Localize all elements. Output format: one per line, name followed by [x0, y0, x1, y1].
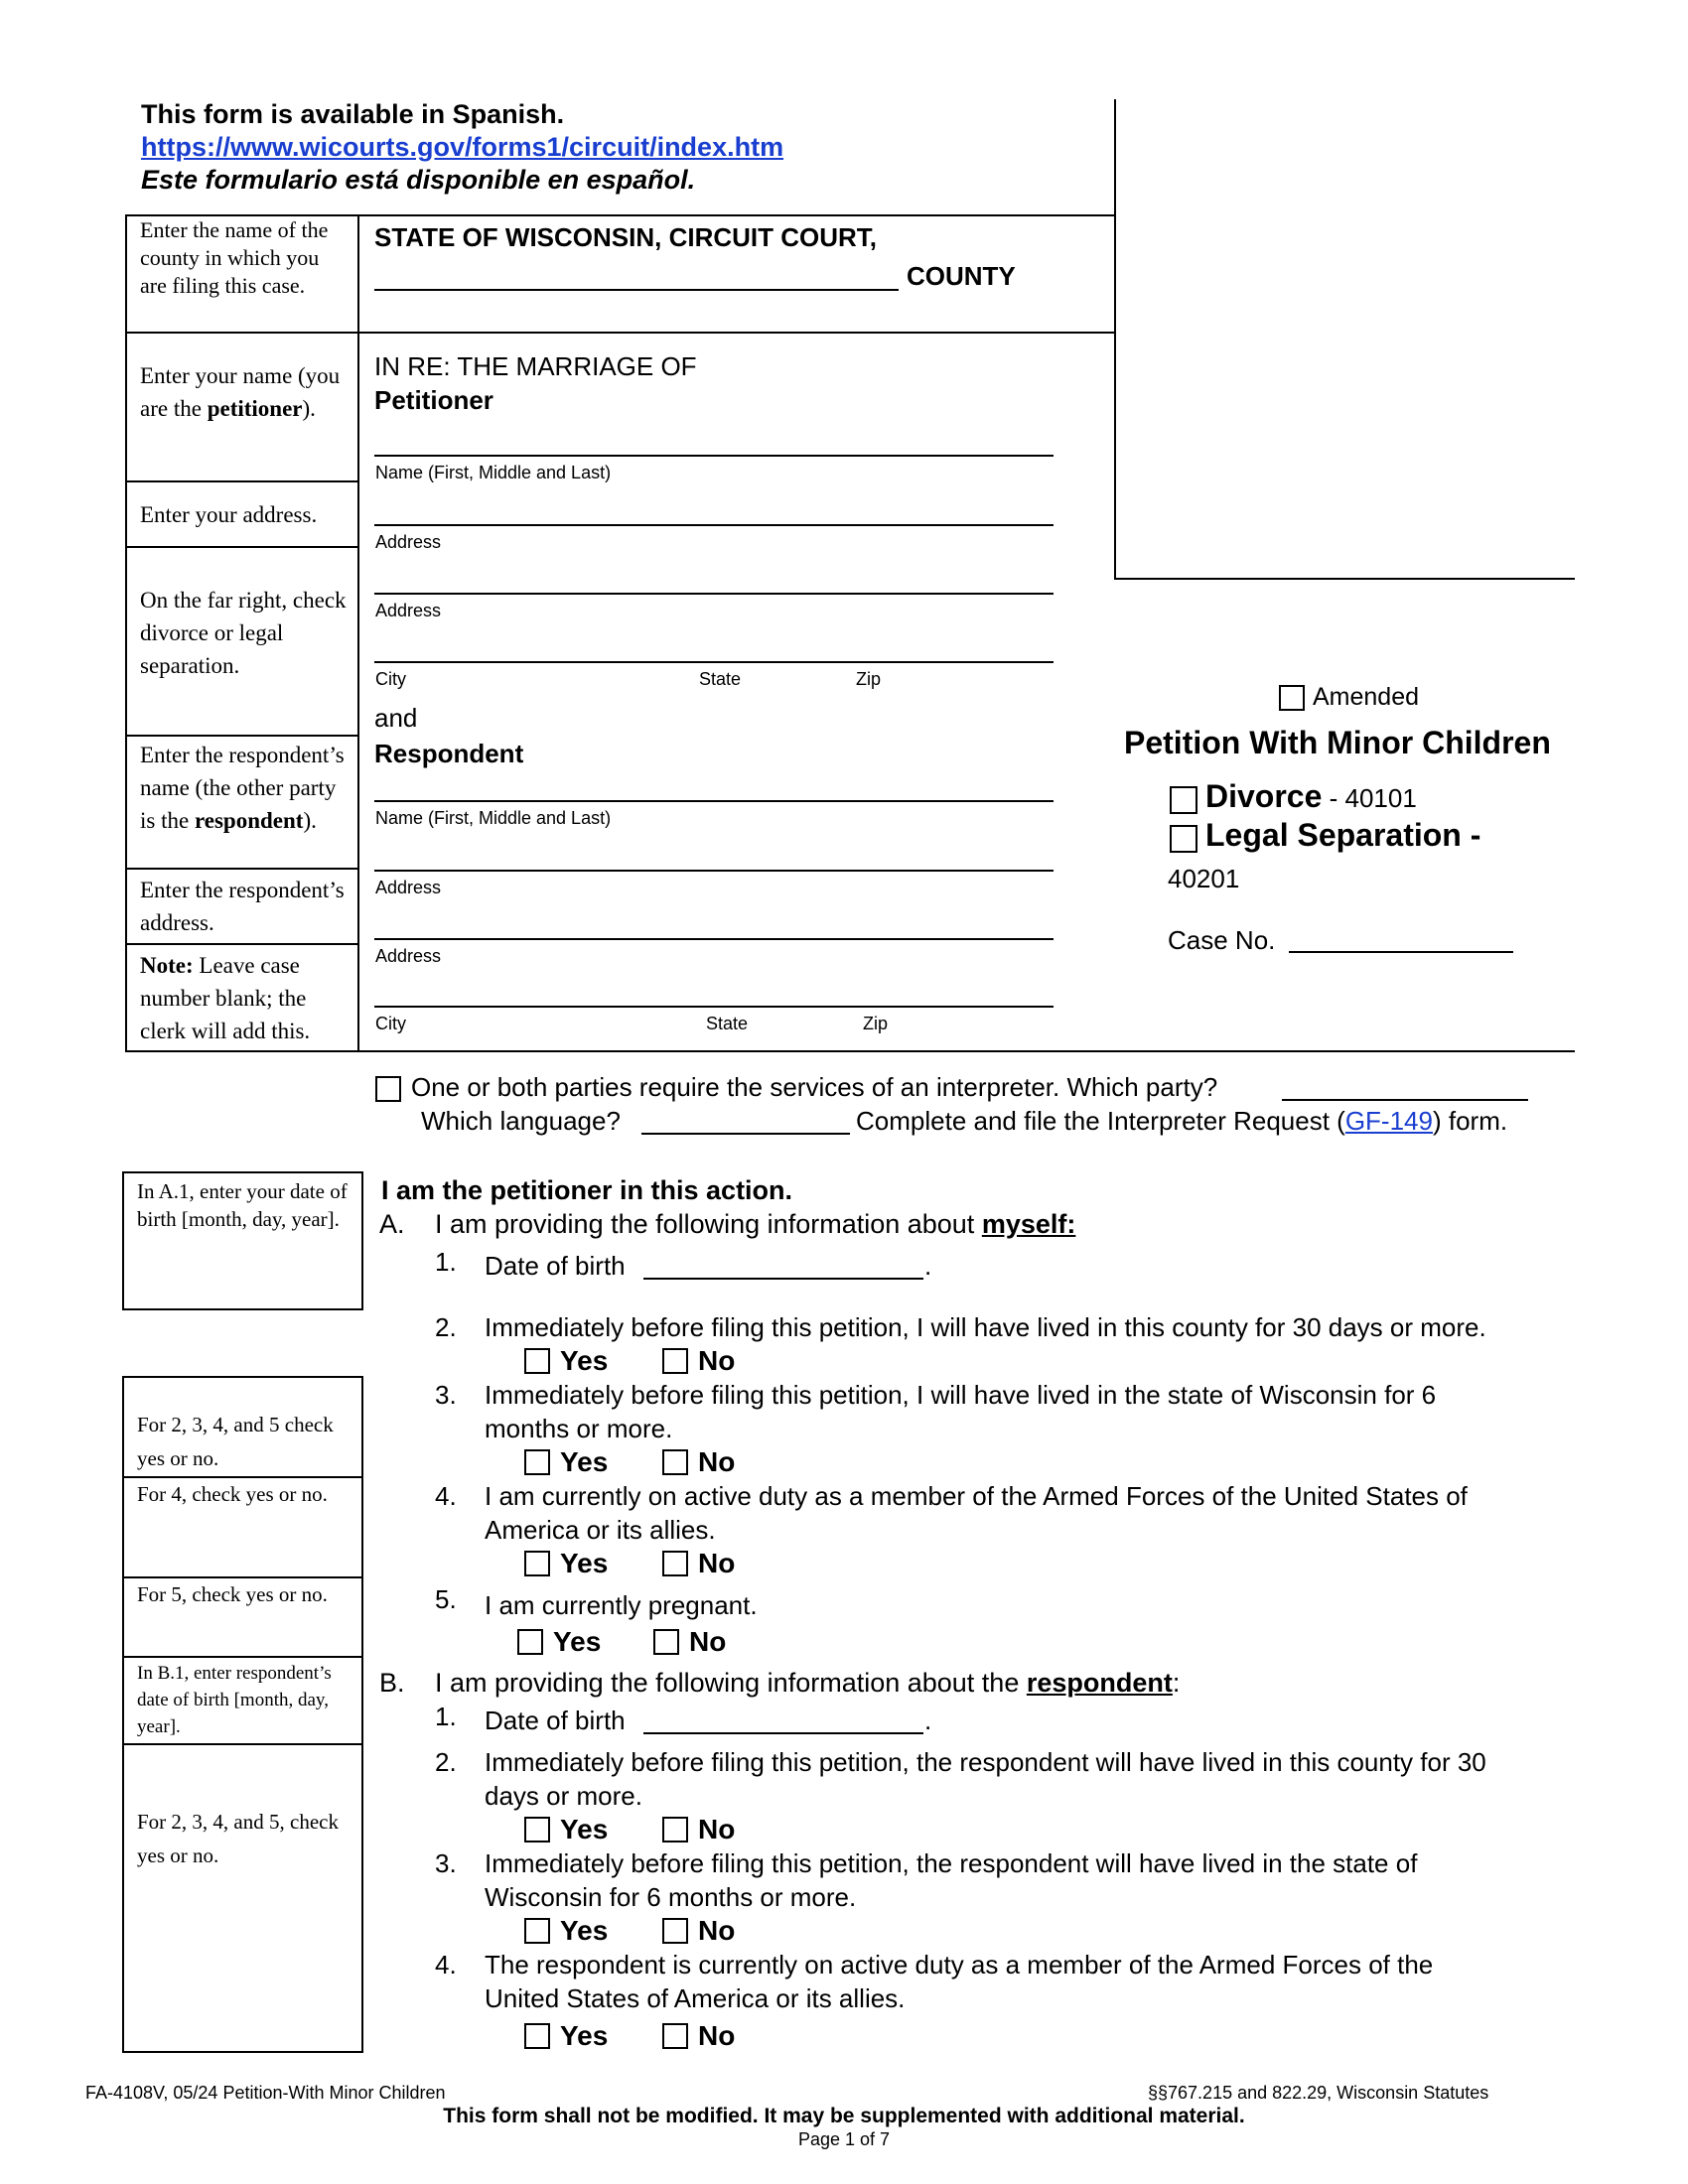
respondent-address-field-2[interactable] [374, 938, 1054, 940]
item-number: 1. [435, 1247, 457, 1277]
case-number-field[interactable] [1289, 951, 1513, 953]
spanish-availability-note-es: Este formulario está disponible en español. [141, 165, 696, 195]
petitioner-address-label-2: Address [375, 601, 442, 620]
item-number: 2. [435, 1747, 457, 1777]
a2-yes-label: Yes [560, 1345, 609, 1376]
a2-no-checkbox[interactable] [662, 1348, 688, 1374]
b4-no-label: No [698, 2020, 736, 2051]
section-a-letter: A. [379, 1209, 405, 1239]
section-heading: I am the petitioner in this action. [381, 1175, 793, 1205]
a4-yes-label: Yes [560, 1548, 609, 1578]
a3-yes-label: Yes [560, 1446, 609, 1477]
hint-your-address: Enter your address. [140, 502, 318, 527]
a2-county-residency-text: Immediately before filing this petition, I will have lived in this county for 30 days or more. [485, 1312, 1486, 1342]
b2-yes-checkbox[interactable] [524, 1817, 550, 1843]
hint-b-yes-no: For 2, 3, 4, and 5, check yes or no. [137, 1810, 339, 1867]
section-b-text: I am providing the following information about the respondent: [435, 1668, 1181, 1698]
hint-divider [125, 735, 359, 737]
b3-yes-label: Yes [560, 1915, 609, 1946]
hint-b1-dob: In B.1, enter respondent’s date of birth [month, day, year]. [137, 1663, 332, 1737]
hint-respondent-name: Enter the respondent’s name (the other party is the respondent). [140, 743, 345, 833]
caption-bottom-border [125, 1050, 1575, 1052]
case-stamp-area-bottom [1114, 578, 1575, 580]
amended-checkbox[interactable] [1279, 685, 1305, 711]
hint-your-name: Enter your name (you are the petitioner). [140, 363, 341, 421]
a3-state-residency-text: Immediately before filing this petition, I will have lived in the state of Wisconsin for 6 [485, 1380, 1437, 1410]
legal-separation-checkbox[interactable] [1170, 825, 1197, 853]
a5-no-label: No [689, 1626, 727, 1657]
b4-military-text: The respondent is currently on active duty as a member of the Armed Forces of the [485, 1950, 1434, 1979]
b2-yes-label: Yes [560, 1814, 609, 1844]
footer-notice: This form shall not be modified. It may be supplemented with additional material. [443, 2105, 1245, 2127]
a1-dob-field[interactable] [643, 1278, 923, 1280]
hint-a4-yes-no: For 4, check yes or no. [137, 1482, 328, 1506]
respondent-city-label: City [375, 1014, 406, 1033]
b4-military-text-cont: United States of America or its allies. [485, 1983, 906, 2013]
respondent-zip-label: Zip [863, 1014, 889, 1033]
gf-149-link[interactable]: GF-149 [1344, 1106, 1433, 1136]
item-number: 4. [435, 1950, 457, 1979]
hint-divider [125, 868, 359, 870]
respondent-state-label: State [706, 1014, 749, 1033]
interpreter-request-text: Complete and file the Interpreter Request (GF-149) form. [856, 1106, 1508, 1136]
b1-dob-field[interactable] [643, 1732, 923, 1734]
b4-yes-checkbox[interactable] [524, 2023, 550, 2049]
a2-no-label: No [698, 1345, 736, 1376]
a5-pregnant-text: I am currently pregnant. [485, 1590, 758, 1620]
petitioner-name-field[interactable] [374, 455, 1054, 457]
a5-no-checkbox[interactable] [653, 1629, 679, 1655]
b2-county-residency-text-cont: days or more. [485, 1781, 642, 1811]
court-title: STATE OF WISCONSIN, CIRCUIT COURT, [374, 222, 878, 252]
section-a-text: I am providing the following information about myself: [435, 1209, 1076, 1239]
legal-separation-code: 40201 [1168, 864, 1240, 893]
respondent-label: Respondent [374, 739, 524, 768]
petitioner-address-label-1: Address [375, 532, 442, 552]
b3-yes-checkbox[interactable] [524, 1918, 550, 1944]
respondent-name-field[interactable] [374, 800, 1054, 802]
respondent-address-label-2: Address [375, 946, 442, 966]
and-label: and [374, 703, 418, 733]
b4-no-checkbox[interactable] [662, 2023, 688, 2049]
hint-case-number-note: Note: Leave case number blank; the clerk will add this. [140, 953, 311, 1043]
amended-label: Amended [1313, 683, 1420, 711]
divorce-option-label: Divorce - 40101 [1205, 778, 1417, 814]
b4-yes-label: Yes [560, 2020, 609, 2051]
case-number-label: Case No. [1168, 925, 1276, 955]
hint-county: Enter the name of the county in which you are filing this case. [140, 217, 329, 298]
petitioner-zip-label: Zip [856, 669, 882, 689]
item-number: 3. [435, 1848, 457, 1878]
interpreter-language-label: Which language? [421, 1106, 621, 1136]
interpreter-question: One or both parties require the services of an interpreter. Which party? [411, 1072, 1218, 1102]
petitioner-city-state-zip-field[interactable] [374, 661, 1054, 663]
footer-page-number: Page 1 of 7 [797, 2129, 891, 2149]
a4-no-label: No [698, 1548, 736, 1578]
b3-state-residency-text: Immediately before filing this petition, the respondent will have lived in the state of [485, 1848, 1418, 1878]
hint-column-left-border [125, 214, 127, 1052]
item-number: 4. [435, 1481, 457, 1511]
court-block-right-border [1114, 99, 1116, 580]
a5-yes-checkbox[interactable] [517, 1629, 543, 1655]
section-b-letter: B. [379, 1668, 405, 1698]
petitioner-name-label: Name (First, Middle and Last) [375, 463, 612, 482]
interpreter-language-field[interactable] [641, 1133, 850, 1135]
a4-military-text-cont: America or its allies. [485, 1515, 716, 1545]
a5-yes-label: Yes [553, 1626, 602, 1657]
hint-divider [125, 546, 359, 548]
county-name-field[interactable] [374, 289, 899, 291]
form-title: Petition With Minor Children [1124, 725, 1551, 760]
petitioner-label: Petitioner [374, 385, 493, 415]
a3-no-checkbox[interactable] [662, 1449, 688, 1475]
hint-divider [122, 1743, 363, 1745]
item-number: 1. [435, 1702, 457, 1731]
a3-state-residency-text-cont: months or more. [485, 1414, 673, 1443]
a1-period: . [924, 1251, 932, 1281]
petitioner-state-label: State [699, 669, 742, 689]
hint-divider [125, 943, 359, 945]
b3-state-residency-text-cont: Wisconsin for 6 months or more. [485, 1882, 857, 1912]
a3-no-label: No [698, 1446, 736, 1477]
interpreter-party-field[interactable] [1282, 1099, 1528, 1101]
hint-respondent-address: Enter the respondent’s address. [140, 878, 345, 935]
court-row-divider [125, 332, 1116, 334]
divorce-checkbox[interactable] [1170, 786, 1197, 814]
hint-divider [125, 480, 359, 482]
b2-no-label: No [698, 1814, 736, 1844]
petitioner-address-field-1[interactable] [374, 524, 1054, 526]
respondent-name-label: Name (First, Middle and Last) [375, 808, 612, 828]
respondent-city-state-zip-field[interactable] [374, 1006, 1054, 1008]
a3-yes-checkbox[interactable] [524, 1449, 550, 1475]
respondent-address-field-1[interactable] [374, 870, 1054, 872]
item-number: 5. [435, 1584, 457, 1614]
in-re-marriage-label: IN RE: THE MARRIAGE OF [374, 351, 697, 381]
a4-yes-checkbox[interactable] [524, 1551, 550, 1576]
a1-dob-label: Date of birth [485, 1251, 626, 1281]
footer-statutes: §§767.215 and 822.29, Wisconsin Statutes [1148, 2083, 1489, 2103]
footer-form-id: FA-4108V, 05/24 Petition-With Minor Children [85, 2083, 446, 2103]
b1-dob-label: Date of birth [485, 1706, 626, 1735]
b3-no-checkbox[interactable] [662, 1918, 688, 1944]
petitioner-address-field-2[interactable] [374, 593, 1054, 595]
hint-divider [122, 1576, 363, 1578]
b2-no-checkbox[interactable] [662, 1817, 688, 1843]
hint-a-yes-no: For 2, 3, 4, and 5 check yes or no. [137, 1413, 334, 1470]
a4-military-text: I am currently on active duty as a member of the Armed Forces of the United States of [485, 1481, 1468, 1511]
hint-divider [122, 1656, 363, 1658]
a2-yes-checkbox[interactable] [524, 1348, 550, 1374]
forms-url-link[interactable]: https://www.wicourts.gov/forms1/circuit/index.htm [141, 132, 784, 162]
hint-a1-dob: In A.1, enter your date of birth [month, day, year]. [137, 1179, 348, 1231]
legal-separation-label: Legal Separation - [1205, 817, 1481, 853]
a4-no-checkbox[interactable] [662, 1551, 688, 1576]
county-label: COUNTY [907, 261, 1016, 291]
b2-county-residency-text: Immediately before filing this petition, the respondent will have lived in this county for 30 [485, 1747, 1486, 1777]
item-number: 3. [435, 1380, 457, 1410]
petitioner-city-label: City [375, 669, 406, 689]
b3-no-label: No [698, 1915, 736, 1946]
interpreter-checkbox[interactable] [375, 1076, 401, 1102]
respondent-address-label-1: Address [375, 878, 442, 897]
item-number: 2. [435, 1312, 457, 1342]
hint-far-right: On the far right, check divorce or legal separation. [140, 588, 347, 678]
hint-a5-yes-no: For 5, check yes or no. [137, 1582, 328, 1606]
b1-period: . [924, 1706, 932, 1735]
hint-divider [122, 1476, 363, 1478]
spanish-availability-note: This form is available in Spanish. [141, 99, 565, 129]
